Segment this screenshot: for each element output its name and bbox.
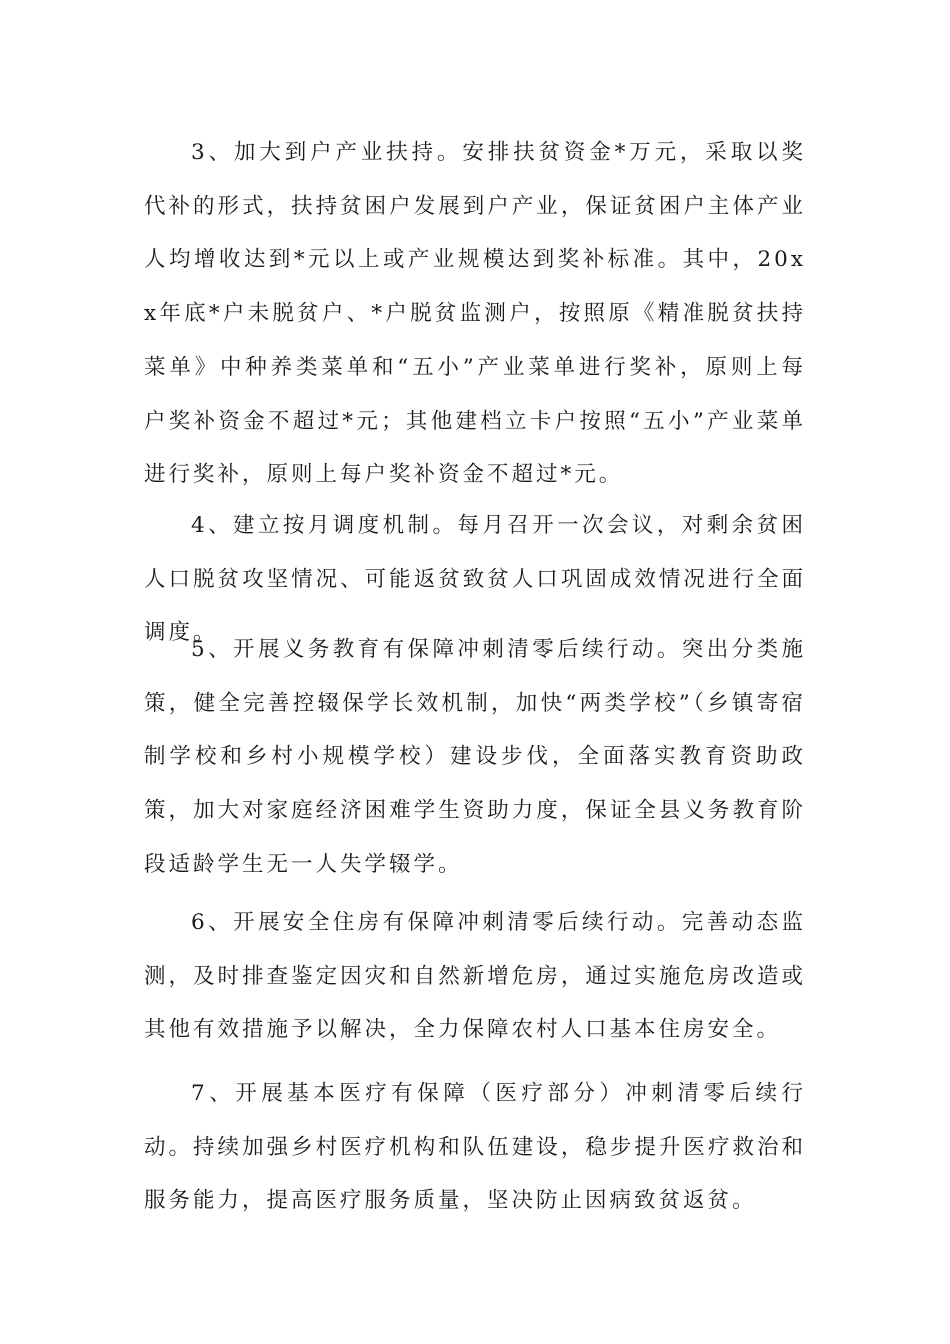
paragraph-item-7: 7、开展基本医疗有保障（医疗部分）冲刺清零后续行动。持续加强乡村医疗机构和队伍建设，稳步提升医疗救治和服务能力，提高医疗服务质量，坚决防止因病致贫返贫。 — [144, 1081, 806, 1214]
paragraph-item-3: 3、加大到户产业扶持。安排扶贫资金*万元，采取以奖代补的形式，扶持贫困户发展到户产业，保证贫困户主体产业人均增收达到*元以上或产业规模达到奖补标准。其中，20xx年底*户未脱贫户、*户脱贫监测户，按照原《精准脱贫扶持菜单》中种养类菜单和“五小”产业菜单进行奖补，原则上每户奖补资金不超过*元；其他建档立卡户按照“五小”产业菜单进行奖补，原则上每户奖补资金不超过*元。 — [144, 140, 806, 488]
paragraph-item-6: 6、开展安全住房有保障冲刺清零后续行动。完善动态监测，及时排查鉴定因灾和自然新增危房，通过实施危房改造或其他有效措施予以解决，全力保障农村人口基本住房安全。 — [144, 910, 806, 1043]
paragraph-item-4: 4、建立按月调度机制。每月召开一次会议，对剩余贫困人口脱贫攻坚情况、可能返贫致贫人口巩固成效情况进行全面调度。 — [144, 513, 806, 646]
paragraph-item-5: 5、开展义务教育有保障冲刺清零后续行动。突出分类施策，健全完善控辍保学长效机制，加快“两类学校”（乡镇寄宿制学校和乡村小规模学校）建设步伐，全面落实教育资助政策，加大对家庭经济困难学生资助力度，保证全县义务教育阶段适龄学生无一人失学辍学。 — [144, 637, 806, 877]
